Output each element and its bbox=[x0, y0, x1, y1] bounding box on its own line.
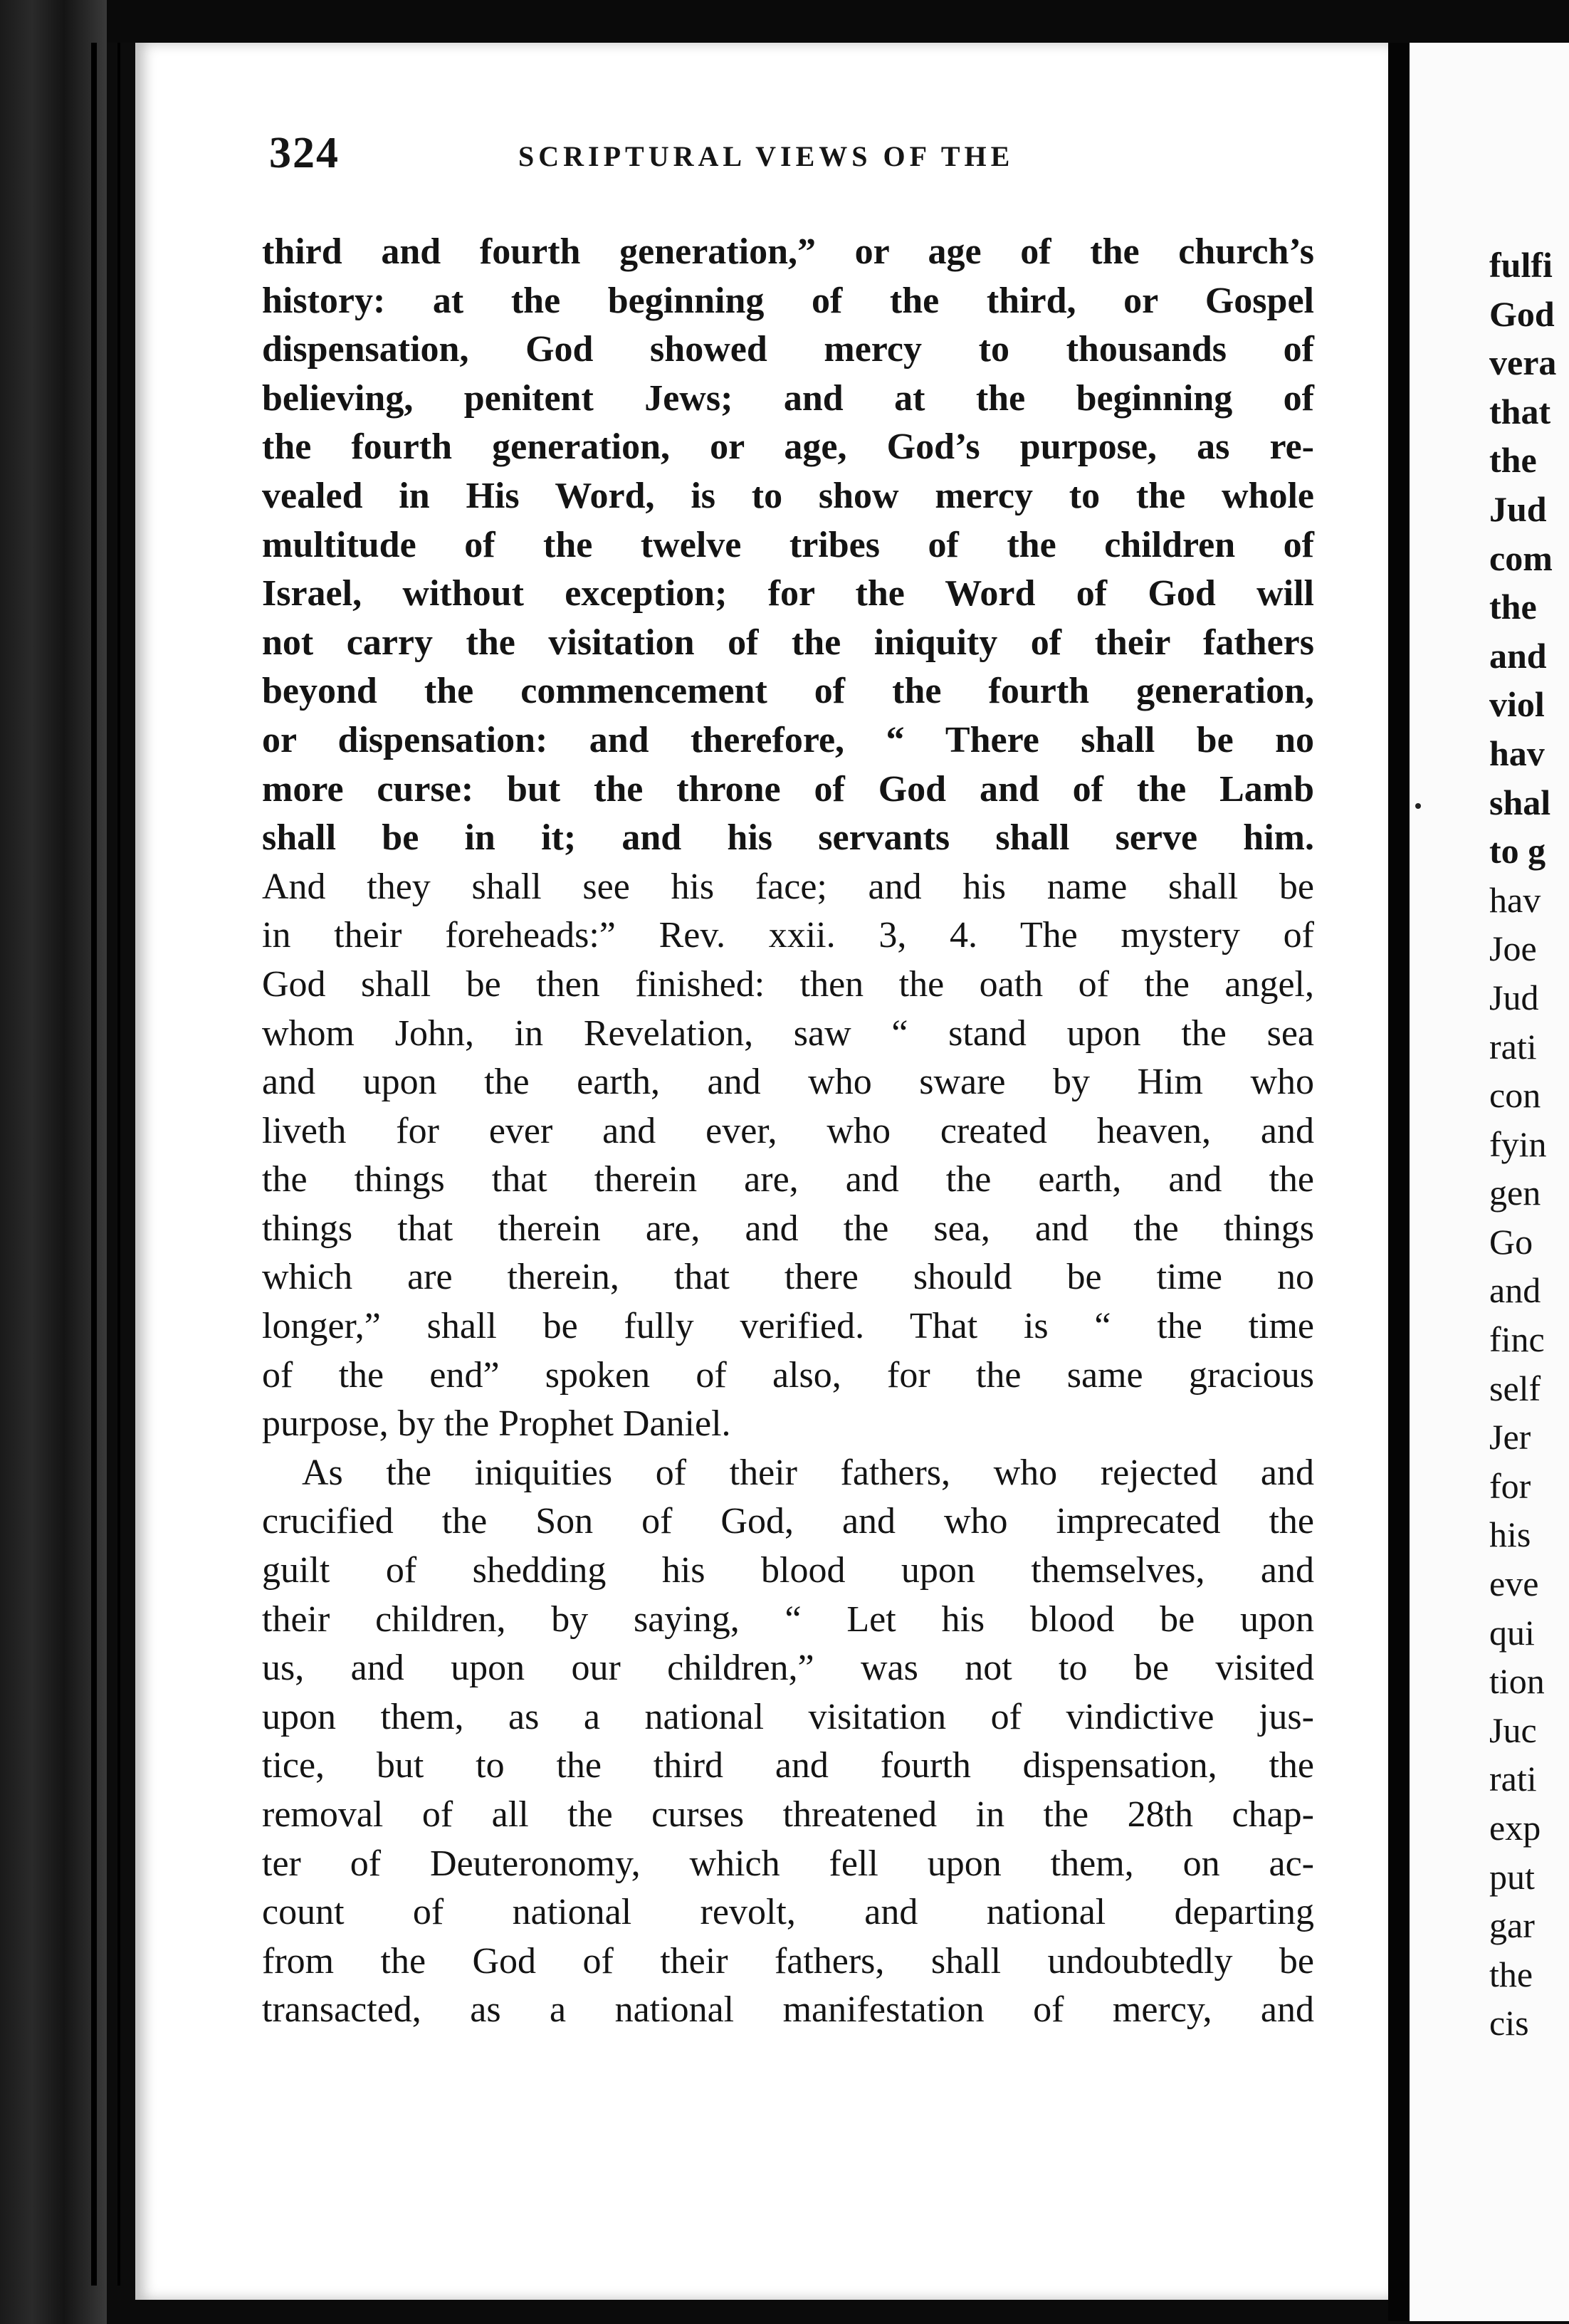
text-line: which are therein, that there should be time no bbox=[262, 1257, 1314, 1298]
text-line: from the God of their fathers, shall undoubtedly be bbox=[262, 1940, 1314, 1982]
cropped-text-fragment: the bbox=[1489, 587, 1537, 627]
text-line: ter of Deuteronomy, which fell upon them, on ac- bbox=[262, 1843, 1314, 1884]
text-line: dispensation, God showed mercy to thousands of bbox=[262, 329, 1314, 370]
text-line: beyond the commencement of the fourth generation, bbox=[262, 671, 1314, 712]
cropped-text-fragment: for bbox=[1489, 1465, 1531, 1506]
text-line: count of national revolt, and national departing bbox=[262, 1892, 1314, 1933]
text-line: And they shall see his face; and his name shall be bbox=[262, 866, 1314, 907]
text-line: more curse: but the throne of God and of the Lamb bbox=[262, 768, 1314, 810]
text-line: As the iniquities of their fathers, who rejected and bbox=[302, 1452, 1314, 1493]
text-line: in their foreheads:” Rev. xxii. 3, 4. The mystery of bbox=[262, 915, 1314, 956]
cropped-text-fragment: gar bbox=[1489, 1905, 1535, 1946]
cropped-text-fragment: hav bbox=[1489, 879, 1541, 920]
cropped-text-fragment: that bbox=[1489, 391, 1551, 431]
cropped-text-fragment: finc bbox=[1489, 1319, 1545, 1360]
cropped-text-fragment: rati bbox=[1489, 1759, 1537, 1799]
cropped-text-fragment: and bbox=[1489, 1270, 1541, 1311]
spine-edge-line bbox=[117, 43, 120, 2286]
cropped-text-fragment: his bbox=[1489, 1514, 1531, 1555]
text-line: the fourth generation, or age, God’s purpose, as re- bbox=[262, 426, 1314, 468]
cropped-text-fragment: self bbox=[1489, 1368, 1541, 1408]
cropped-text-fragment: Jud bbox=[1489, 488, 1547, 529]
page-gutter bbox=[1388, 43, 1410, 2321]
text-line: tice, but to the third and fourth dispensation, the bbox=[262, 1745, 1314, 1786]
page-number: 324 bbox=[269, 129, 340, 177]
text-line: liveth for ever and ever, who created heaven, and bbox=[262, 1110, 1314, 1151]
cropped-text-fragment: rati bbox=[1489, 1026, 1537, 1067]
margin-dot bbox=[1415, 803, 1421, 809]
cropped-text-fragment: cis bbox=[1489, 2003, 1529, 2043]
running-head-title: SCRIPTURAL VIEWS OF THE bbox=[518, 140, 1014, 172]
text-line: not carry the visitation of the iniquity of their fathers bbox=[262, 622, 1314, 663]
cropped-text-fragment: viol bbox=[1489, 684, 1545, 725]
text-line: crucified the Son of God, and who imprecated the bbox=[262, 1501, 1314, 1542]
text-line: us, and upon our children,” was not to be visited bbox=[262, 1648, 1314, 1689]
text-line: removal of all the curses threatened in the 28th chap- bbox=[262, 1794, 1314, 1835]
cropped-text-fragment: shal bbox=[1489, 782, 1551, 822]
cropped-text-fragment: put bbox=[1489, 1856, 1535, 1897]
text-line: vealed in His Word, is to show mercy to the whole bbox=[262, 475, 1314, 516]
cropped-text-fragment: fulfi bbox=[1489, 245, 1553, 285]
scan-top-border bbox=[0, 0, 1569, 43]
cropped-text-fragment: Jer bbox=[1489, 1417, 1531, 1457]
cropped-text-fragment: Go bbox=[1489, 1221, 1533, 1262]
text-line: or dispensation: and therefore, “ There shall be no bbox=[262, 719, 1314, 760]
cropped-text-fragment: gen bbox=[1489, 1173, 1541, 1213]
text-line: purpose, by the Prophet Daniel. bbox=[262, 1403, 731, 1445]
cropped-text-fragment: the bbox=[1489, 440, 1537, 481]
cropped-text-fragment: and bbox=[1489, 635, 1547, 676]
text-line: of the end” spoken of also, for the same gracious bbox=[262, 1354, 1314, 1396]
cropped-text-fragment: tion bbox=[1489, 1661, 1545, 1702]
text-line: shall be in it; and his servants shall serve him. bbox=[262, 817, 1314, 859]
cropped-text-fragment: qui bbox=[1489, 1612, 1535, 1653]
cropped-text-fragment: eve bbox=[1489, 1564, 1539, 1604]
text-line: third and fourth generation,” or age of the church’s bbox=[262, 231, 1314, 272]
cropped-text-fragment: to g bbox=[1489, 831, 1546, 872]
text-line: the things that therein are, and the earth, and the bbox=[262, 1159, 1314, 1200]
cropped-text-fragment: Juc bbox=[1489, 1710, 1537, 1750]
text-line: God shall be then finished: then the oath of the angel, bbox=[262, 963, 1314, 1005]
text-line: believing, penitent Jews; and at the beginning of bbox=[262, 377, 1314, 419]
running-head bbox=[269, 128, 1337, 185]
text-line: upon them, as a national visitation of vindictive jus- bbox=[262, 1696, 1314, 1737]
cropped-text-fragment: vera bbox=[1489, 342, 1557, 383]
text-line: guilt of shedding his blood upon themselves, and bbox=[262, 1550, 1314, 1591]
cropped-text-fragment: fyin bbox=[1489, 1124, 1547, 1164]
cropped-text-fragment: Jud bbox=[1489, 977, 1539, 1017]
text-line: whom John, in Revelation, saw “ stand upon the sea bbox=[262, 1012, 1314, 1054]
cropped-text-fragment: com bbox=[1489, 538, 1553, 578]
text-line: Israel, without exception; for the Word of God will bbox=[262, 573, 1314, 614]
left-page-body bbox=[262, 228, 1314, 2035]
cropped-text-fragment: con bbox=[1489, 1075, 1541, 1116]
text-line: things that therein are, and the sea, and the things bbox=[262, 1208, 1314, 1249]
text-line: their children, by saying, “ Let his blood be upon bbox=[262, 1598, 1314, 1640]
text-line: multitude of the twelve tribes of the children of bbox=[262, 524, 1314, 565]
scan-bottom-border bbox=[107, 2300, 1388, 2324]
spine-edge-line bbox=[91, 43, 97, 2286]
text-line: longer,” shall be fully verified. That is “ the time bbox=[262, 1306, 1314, 1347]
text-line: history: at the beginning of the third, or Gospel bbox=[262, 280, 1314, 321]
text-line: and upon the earth, and who sware by Him who bbox=[262, 1062, 1314, 1103]
cropped-text-fragment: hav bbox=[1489, 733, 1545, 773]
cropped-text-fragment: exp bbox=[1489, 1808, 1541, 1848]
cropped-text-fragment: the bbox=[1489, 1954, 1533, 1994]
cropped-text-fragment: God bbox=[1489, 293, 1555, 334]
text-line: transacted, as a national manifestation of mercy, and bbox=[262, 1989, 1314, 2031]
right-page-fragments bbox=[1489, 241, 1569, 2048]
cropped-text-fragment: Joe bbox=[1489, 928, 1537, 969]
